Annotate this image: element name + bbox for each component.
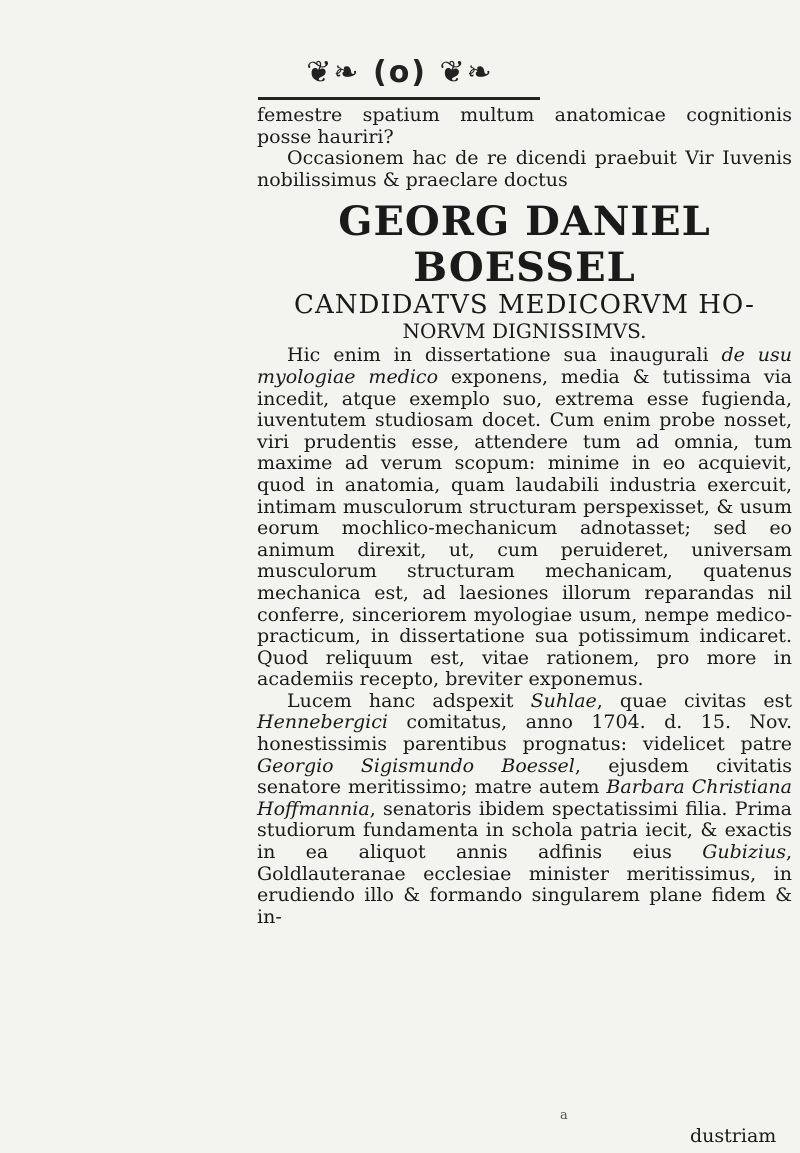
paragraph-2: Occasionem hac de re dicendi praebuit Vir Iuvenis nobilissimus & praeclare doctus — [257, 147, 792, 191]
p4-text-c: comitatus, anno 1704. d. 15. Nov. honestissimis parentibus prognatus: videlicet patre — [257, 711, 792, 756]
body-text — [257, 105, 792, 928]
p3-text-b: exponens, media & tutissima via incedit, atque exemplo suo, extrema esse fugienda, iuventutem studiosam docet. Cum enim probe nosset, viri prudentis esse, attendere tum ad omnia, tum maxime ad verum scopum: minime in eo acquievit, quod in anatomia, quam laudabili industria exercuit, intimam musculorum structuram perspexisset, & usum eorum mochlico-mechanicum adnotasset; sed eo animum direxit, ut, cum peruideret, universam musculorum structuram mechanicam, quatenus mechanica est, ad laesiones illorum reparandas nil conferre, sinceriorem myologiae usum, nempe medico-practicum, in dissertatione sua potissimum indicaret. Quod reliquum est, vitae rationem, pro more in academiis recepto, breviter exponemus. — [257, 365, 793, 691]
p4-text-b: , quae civitas est — [596, 689, 792, 712]
p4-text-e: , senatoris ibidem spectatissimi filia. Prima studiorum fundamenta in schola patria iecit, & exactis in ea aliquot annis adfinis eius — [257, 797, 792, 864]
p4-text-a: Lucem hanc adspexit — [287, 689, 531, 712]
p4-italic-4: Barbara Christiana Hoffmannia — [257, 776, 792, 820]
candidate-title-line-2: NORVM DIGNISSIMVS. — [402, 319, 647, 344]
p3-italic-1: de usu myologiae medico — [257, 344, 792, 388]
p4-italic-1: Suhlae — [530, 689, 597, 712]
p4-text-f: , Goldlauteranae ecclesiae minister meritissimus, in erudiendo illo & formando singularem plane fidem & in- — [257, 841, 792, 928]
header-rule — [258, 97, 540, 100]
signature-mark: a — [560, 1108, 568, 1123]
paragraph-4 — [257, 691, 792, 929]
p4-italic-2: Hennebergici — [257, 711, 388, 734]
p4-italic-3: Georgio Sigismundo Boessel — [257, 754, 575, 777]
candidate-title-line-1: CANDIDATVS MEDICORVM HO- — [294, 290, 755, 321]
candidate-name: GEORG DANIEL BOESSEL — [338, 198, 711, 292]
header-ornament: ❦❧ (o) ❦❧ — [306, 54, 494, 90]
paragraph-1: femestre spatium multum anatomicae cognitionis posse hauriri? — [257, 104, 792, 148]
p4-text-d: , ejusdem civitatis senatore meritissimo; matre autem — [257, 754, 792, 799]
paragraph-3 — [257, 345, 792, 691]
p4-italic-5: Gubizius — [702, 841, 786, 864]
catchword: dustriam — [690, 1125, 777, 1147]
p3-text-a: Hic enim in dissertatione sua inaugurali — [287, 344, 722, 367]
